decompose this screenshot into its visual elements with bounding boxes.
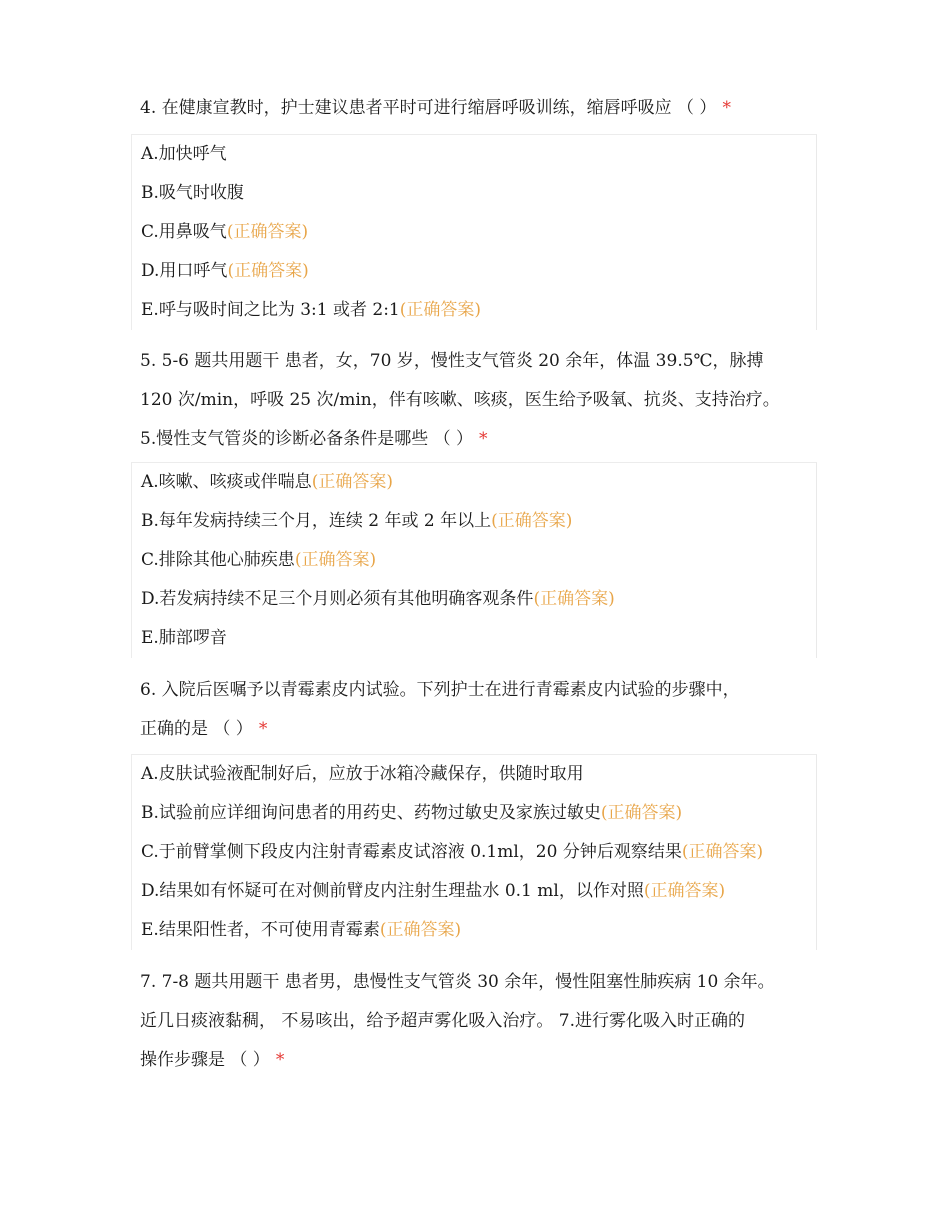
question-text: 5.慢性支气管炎的诊断必备条件是哪些 （ ） (140, 429, 474, 449)
question-text: 近几日痰液黏稠， 不易咳出，给予超声雾化吸入治疗。 7.进行雾化吸入时正确的 (140, 1011, 746, 1031)
options-box-6 (131, 754, 817, 950)
option-e[interactable] (141, 291, 816, 330)
correct-tag: (正确答案) (311, 472, 393, 492)
question-6 (140, 671, 830, 749)
option-text: D.若发病持续不足三个月则必须有其他明确客观条件 (141, 589, 534, 609)
question-text-line (140, 420, 830, 459)
question-text-line (140, 710, 830, 749)
option-a[interactable] (141, 135, 816, 174)
question-text: 操作步骤是 （ ） (140, 1050, 270, 1070)
option-text: D.结果如有怀疑可在对侧前臂皮内注射生理盐水 0.1 ml，以作对照 (141, 881, 644, 901)
question-text: 7. 7-8 题共用题干 患者男，患慢性支气管炎 30 余年，慢性阻塞性肺疾病 10 余年。 (140, 972, 775, 992)
option-a[interactable] (141, 463, 816, 502)
required-mark: * (479, 429, 488, 449)
option-d[interactable] (141, 252, 816, 291)
correct-tag: (正确答案) (600, 803, 683, 823)
option-d[interactable] (141, 580, 816, 619)
required-mark: * (258, 719, 268, 739)
option-text: E.肺部啰音 (141, 628, 227, 648)
correct-tag: (正确答案) (227, 261, 309, 281)
correct-tag: (正确答案) (226, 222, 309, 242)
correct-tag: (正确答案) (681, 842, 764, 862)
option-text: A.皮肤试验液配制好后，应放于冰箱冷藏保存，供随时取用 (141, 764, 584, 784)
question-text: 120 次/min，呼吸 25 次/min，伴有咳嗽、咳痰，医生给予吸氧、抗炎、支持治疗。 (140, 390, 780, 410)
correct-tag: (正确答案) (399, 300, 482, 320)
question-text: 6. 入院后医嘱予以青霉素皮内试验。下列护士在进行青霉素皮内试验的步骤中， (140, 680, 740, 700)
option-text: C.用鼻吸气 (141, 222, 227, 242)
correct-tag: (正确答案) (379, 920, 462, 940)
required-mark: * (722, 98, 731, 118)
option-c[interactable] (141, 541, 816, 580)
option-d[interactable] (141, 872, 816, 911)
option-text: A.咳嗽、咳痰或伴喘息 (141, 472, 312, 492)
question-7 (140, 963, 830, 1080)
correct-tag: (正确答案) (643, 881, 726, 901)
option-text: C.排除其他心肺疾患 (141, 550, 295, 570)
question-5 (140, 342, 830, 459)
correct-tag: (正确答案) (533, 589, 615, 609)
question-text-line (140, 963, 830, 1002)
option-c[interactable] (141, 213, 816, 252)
correct-tag: (正确答案) (294, 550, 377, 570)
option-c[interactable] (141, 833, 816, 872)
option-b[interactable] (141, 502, 816, 541)
option-text: E.结果阳性者，不可使用青霉素 (141, 920, 380, 940)
question-text: 正确的是 （ ） (140, 719, 253, 739)
question-text-line (140, 342, 830, 381)
question-text: 5. 5-6 题共用题干 患者，女，70 岁，慢性支气管炎 20 余年，体温 39.5℃，脉搏 (140, 351, 764, 371)
option-text: A.加快呼气 (141, 144, 227, 164)
option-e[interactable] (141, 619, 816, 658)
question-text-line (140, 1041, 830, 1080)
option-text: C.于前臂掌侧下段皮内注射青霉素皮试溶液 0.1ml，20 分钟后观察结果 (141, 842, 682, 862)
required-mark: * (275, 1050, 285, 1070)
options-box-4 (131, 134, 817, 330)
question-text-line (140, 1002, 830, 1041)
option-text: E.呼与吸时间之比为 3:1 或者 2:1 (141, 300, 400, 320)
option-a[interactable] (141, 755, 816, 794)
question-text-line (140, 671, 830, 710)
option-e[interactable] (141, 911, 816, 950)
question-4 (140, 89, 830, 128)
question-text: 4. 在健康宣教时，护士建议患者平时可进行缩唇呼吸训练，缩唇呼吸应 （ ） (140, 98, 717, 118)
option-b[interactable] (141, 174, 816, 213)
option-b[interactable] (141, 794, 816, 833)
question-text-line (140, 89, 830, 128)
options-box-5 (131, 462, 817, 658)
option-text: D.用口呼气 (141, 261, 228, 281)
correct-tag: (正确答案) (491, 511, 573, 531)
option-text: B.每年发病持续三个月，连续 2 年或 2 年以上 (141, 511, 492, 531)
option-text: B.试验前应详细询问患者的用药史、药物过敏史及家族过敏史 (141, 803, 601, 823)
question-text-line (140, 381, 830, 420)
option-text: B.吸气时收腹 (141, 183, 244, 203)
